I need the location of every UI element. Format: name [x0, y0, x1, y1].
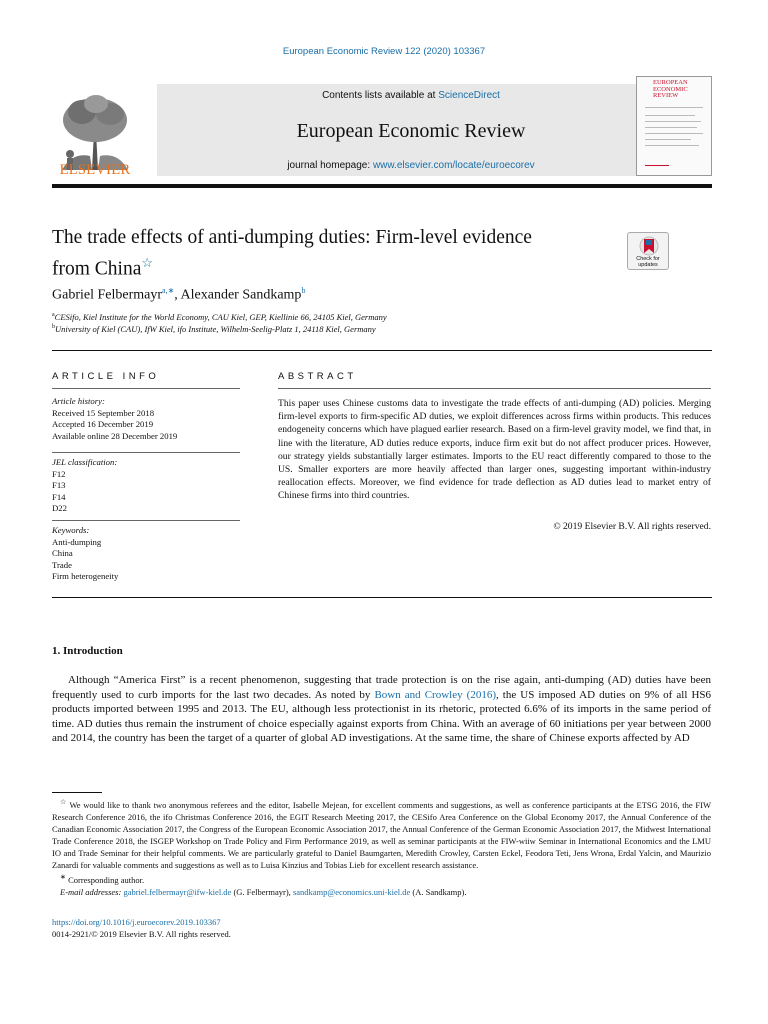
corresponding-author-text: Corresponding author. — [68, 874, 145, 885]
keywords-label: Keywords: — [52, 525, 90, 535]
intro-text-start: Although “America First” is a recent phenomenon, suggesting that trade protection is on the rise again, anti-dumping (AD) duties have been frequently used to curb imports for the last two decades. As noted by — [52, 674, 711, 701]
check-for-updates-button[interactable] — [627, 232, 669, 270]
header-divider — [52, 350, 712, 351]
history-received: Received 15 September 2018 — [52, 407, 155, 418]
contents-line — [157, 90, 665, 101]
jel-classification — [52, 457, 240, 515]
author1-affiliation-marks[interactable]: a,∗ — [162, 286, 175, 295]
history-label: Article history: — [52, 396, 105, 406]
cover-title: EUROPEAN ECONOMIC REVIEW — [653, 79, 688, 99]
author-list — [52, 286, 305, 304]
intro-text-end: , the US imposed AD duties on 9% of all HS6 products imported between 1995 and 2013. The EU, although less protectionist in its rhetoric, protected 6.6% of its imports in the same period of time. AD duties thus remain the instrument of choice especially against exports from China. With an average of 60 initiations per year between 2000 and 2014, the country has been the target of a quarter of global AD investigations. At the same time, the share of Chinese exports affected by AD — [52, 688, 712, 744]
cover-line — [645, 145, 699, 146]
affiliation-a-text: CESifo, Kiel Institute for the World Economy, CAU Kiel, GEP, Kiellinie 66, 24105 Kiel, Germany — [54, 312, 387, 322]
masthead-rule — [52, 184, 712, 188]
sciencedirect-link[interactable]: ScienceDirect — [438, 90, 500, 101]
keyword: Firm heterogeneity — [52, 571, 119, 581]
introduction-paragraph — [52, 673, 711, 746]
cover-line — [645, 165, 669, 166]
title-line2: from China — [52, 258, 142, 280]
acknowledgement-text: We would like to thank two anonymous referees and the editor, Isabelle Mejean, for excellent comments and suggestions, as well as conference participants at the ETSG 2016, the FIW Research Conference 2016, the ifo Christmas Conference 2016, the EGIT Research Meeting 2017, the CESifo Area Conference on the Global Economy 2017, the Annual Conference of the Canadian Economic Association 2017, the Congress of the European Economic Association 2017, the Annual Conference of the German Economic Association 2017, the Midwest International Trade Conference 2018, the ISGEP Workshop on Trade Policy and Firm Performance 2019, as well as seminar participants at the FIW-wiiw Seminar in International Economics and the LMU IO and Trade Seminar for their helpful comments. We are particularly grateful to Daniel Baumgarten, Meredith Crowley, Carsten Eckel, Feodora Teti, Jens Wrona, Erdal Yalcin, and Maurizio Zanardi for valuable comments and suggestions as well as to Luisa Kinzius and Tobias Lieb for excellent research assistance. — [52, 799, 711, 870]
jel-code: F14 — [52, 491, 66, 502]
jel-label: JEL classification: — [52, 457, 118, 467]
bookmark-icon — [628, 235, 670, 257]
email1-owner: (G. Felbermayr), — [231, 886, 293, 897]
email-sandkamp-link[interactable]: sandkamp@economics.uni-kiel.de — [292, 886, 411, 897]
jel-code: F13 — [52, 480, 66, 490]
keyword: Anti-dumping — [52, 536, 102, 547]
email-felbermayr-link[interactable]: gabriel.felbermayr@ifw-kiel.de — [123, 886, 232, 897]
cover-line — [645, 127, 697, 128]
email-label: E-mail addresses: — [60, 886, 122, 897]
cover-line — [645, 133, 703, 134]
article-info-heading: ARTICLE INFO — [52, 371, 160, 382]
journal-name: European Economic Review — [296, 120, 526, 142]
cover-line — [645, 107, 703, 108]
footnote-rule — [52, 792, 102, 793]
corresponding-author-footnote — [52, 871, 711, 886]
title-line1: The trade effects of anti-dumping duties: Firm-level evidence — [52, 227, 532, 248]
contents-prefix: Contents lists available at — [322, 90, 439, 101]
affiliation-a — [52, 312, 387, 322]
homepage-line — [157, 160, 665, 171]
email2-owner: (A. Sandkamp). — [410, 886, 467, 897]
affiliation-b-text: University of Kiel (CAU), IfW Kiel, ifo Institute, Wilhelm-Seelig-Platz 1, 24118 Kiel, Germany — [55, 324, 376, 334]
abstract-rule — [278, 388, 711, 389]
footnote-asterisk-mark: ∗ — [60, 872, 66, 881]
author2-affiliation-mark[interactable]: b — [301, 286, 306, 295]
affiliation-b-mark: b — [52, 324, 55, 331]
abstract-text: This paper uses Chinese customs data to investigate the trade effects of anti-dumping (AD) policies. Merging firm-level exports to firm-specific AD duties, we exploit differences across firms within products. This reduces endogeneity concerns which have plagued earlier research. Based on a firm-level gravity model, we find that, in line with the literature, AD duties reduce exports, induce firm exit but do not affect producer prices. However, our strategy yields substantially larger estimates. Imports to the EU react differently compared to those to the US. Smaller exporters are more heavily affected than larger ones, suggesting important within-industry reallocation effects. Moreover, we find evidence for trade deflection as AD duties lead to market entry of Chinese firms into third countries. — [278, 398, 711, 502]
title-footnote-star-link[interactable]: ☆ — [141, 255, 154, 270]
abstract-copyright: © 2019 Elsevier B.V. All rights reserved. — [553, 521, 711, 532]
article-info-rule — [52, 388, 240, 389]
journal-masthead — [52, 76, 712, 186]
journal-cover-thumbnail[interactable] — [636, 76, 712, 176]
author-separator: , — [174, 287, 181, 303]
jel-code: D22 — [52, 503, 67, 513]
email-footnote — [52, 886, 711, 898]
keyword: Trade — [52, 559, 72, 570]
cover-line — [645, 115, 695, 116]
author-sandkamp: Alexander Sandkamp — [180, 287, 302, 303]
affiliation-b — [52, 324, 376, 334]
bottom-info — [52, 916, 231, 940]
history-accepted: Accepted 16 December 2019 — [52, 419, 154, 429]
cover-line — [645, 139, 691, 140]
cover-line — [645, 121, 701, 122]
check-for-updates-label: Check for updates — [636, 256, 660, 268]
paper-title — [52, 225, 612, 282]
journal-homepage-link[interactable]: www.elsevier.com/locate/euroecorev — [372, 160, 535, 171]
doi-link[interactable]: https://doi.org/10.1016/j.euroecorev.2019.103367 — [52, 917, 221, 927]
footnotes — [52, 796, 711, 898]
introduction-heading: 1. Introduction — [52, 645, 123, 657]
keywords — [52, 525, 240, 583]
jel-code: F12 — [52, 468, 66, 479]
abstract-heading: ABSTRACT — [278, 371, 357, 382]
abstract-divider — [52, 597, 712, 598]
author-felbermayr: Gabriel Felbermayr — [52, 287, 163, 303]
citation-bown-crowley-link[interactable]: Bown and Crowley (2016) — [374, 688, 496, 701]
journal-reference[interactable]: European Economic Review 122 (2020) 103367 — [282, 46, 486, 57]
elsevier-wordmark: ELSEVIER — [59, 162, 131, 178]
history-online: Available online 28 December 2019 — [52, 430, 178, 441]
acknowledgement-footnote — [52, 796, 711, 871]
article-history — [52, 396, 240, 442]
issn-copyright: 0014-2921/© 2019 Elsevier B.V. All rights reserved. — [52, 929, 231, 939]
meta-separator — [52, 452, 240, 453]
homepage-prefix: journal homepage: — [287, 160, 373, 171]
journal-title-box — [157, 84, 665, 176]
affiliation-a-mark: a — [52, 312, 55, 319]
footnote-star-mark: ☆ — [60, 798, 67, 806]
meta-separator — [52, 520, 240, 521]
keyword: China — [52, 548, 73, 558]
